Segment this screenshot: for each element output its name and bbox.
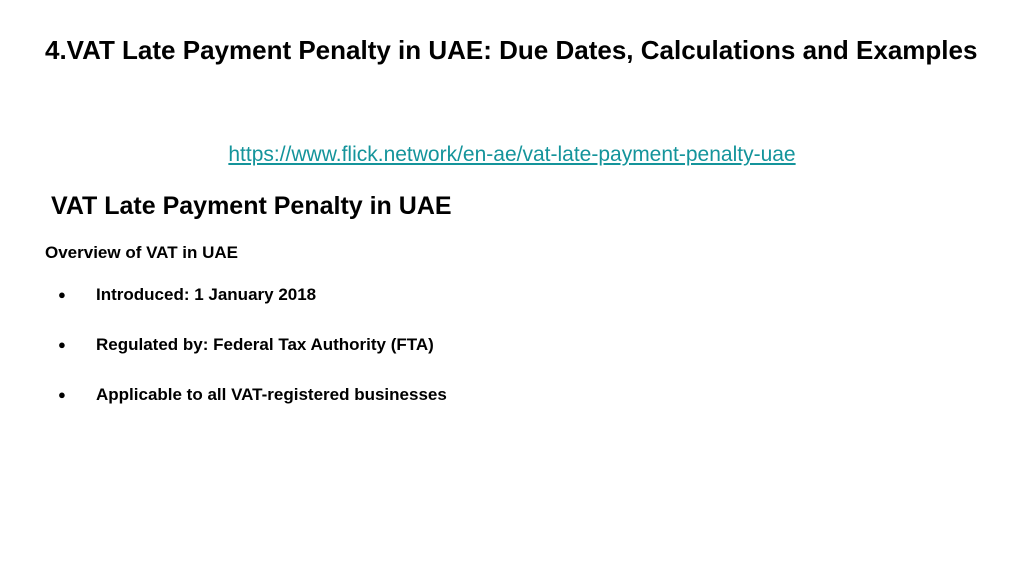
bullet-dot-icon: ● — [58, 337, 66, 352]
list-item-text: Regulated by: Federal Tax Authority (FTA) — [96, 335, 434, 354]
bullet-dot-icon: ● — [58, 287, 66, 302]
section-heading: VAT Late Payment Penalty in UAE — [51, 192, 452, 220]
list-item — [0, 284, 1024, 334]
section-subheading: Overview of VAT in UAE — [45, 243, 239, 262]
list-item-text: Introduced: 1 January 2018 — [96, 285, 317, 304]
bullet-list — [0, 284, 1024, 434]
list-item — [0, 334, 1024, 384]
slide-title: 4.VAT Late Payment Penalty in UAE: Due Dates, Calculations and Examples — [45, 35, 978, 65]
list-item-text: Applicable to all VAT-registered businesses — [96, 385, 447, 404]
bullet-dot-icon: ● — [58, 387, 66, 402]
source-link[interactable]: https://www.flick.network/en-ae/vat-late-payment-penalty-uae — [228, 143, 796, 166]
list-item — [0, 384, 1024, 434]
